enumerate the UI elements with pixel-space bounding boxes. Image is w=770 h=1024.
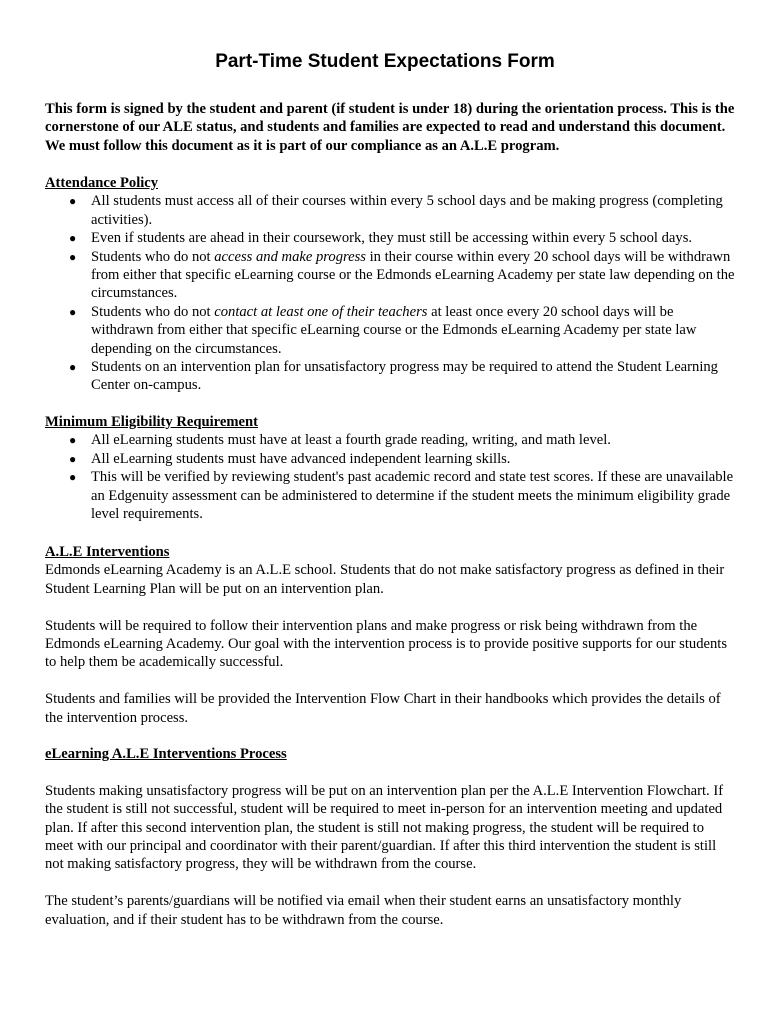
attendance-heading: Attendance Policy <box>45 175 159 191</box>
page-title: Part-Time Student Expectations Form <box>215 51 555 72</box>
list-item-text: All students must access all of their courses within every 5 school days and be making progress (completing activities). <box>91 193 723 228</box>
bullet-icon: ● <box>69 433 77 448</box>
list-item <box>45 450 735 468</box>
list-item <box>45 248 735 303</box>
list-item-text-emphasis: access and make progress <box>214 248 366 265</box>
bullet-icon: ● <box>69 470 77 485</box>
ale-paragraph-1: Edmonds eLearning Academy is an A.L.E school. Students that do not make satisfactory progress as defined in their Student Learning Plan will be put on an intervention plan. <box>45 562 725 597</box>
ale-paragraph-2: Students will be required to follow their intervention plans and make progress or risk being withdrawn from the Edmonds eLearning Academy. Our goal with the intervention process is to provide positive supports for our students to help them be academically successful. <box>45 617 727 671</box>
list-item-text: All eLearning students must have at least a fourth grade reading, writing, and math level. <box>91 432 611 449</box>
list-item <box>45 303 735 358</box>
list-item <box>45 192 735 229</box>
list-item-text-post: at least once every 20 school days will be withdrawn from either that specific eLearning course or the Edmonds eLearning Academy per state law depending on the circumstances. <box>91 303 697 357</box>
ale-interventions-section <box>45 543 735 727</box>
ale-paragraph-3: Students and families will be provided the Intervention Flow Chart in their handbooks which provides the details of the intervention process. <box>45 691 721 726</box>
process-paragraph-1: Students making unsatisfactory progress will be put on an intervention plan per the A.L.E Intervention Flowchart. If the student is still not successful, student will be required to meet in-person for an intervention meeting and updated plan. If after this second intervention plan, the student is still not making progress, the student will be required to meet with our principal and coordinator with their parent/guardian. If after this third intervention the student is still not making satisfactory progress, they will be withdrawn from the course. <box>45 782 724 873</box>
list-item <box>45 229 735 247</box>
ale-interventions-heading: A.L.E Interventions <box>45 544 170 560</box>
eligibility-heading: Minimum Eligibility Requirement <box>45 414 258 430</box>
attendance-section <box>45 174 735 395</box>
list-item-text: Even if students are ahead in their coursework, they must still be accessing within every 5 school days. <box>91 230 693 247</box>
bullet-icon: ● <box>69 360 77 375</box>
intro-paragraph: This form is signed by the student and parent (if student is under 18) during the orientation process. This is the cornerstone of our ALE status, and students and families are expected to read and understand this document. We must follow this document as it is part of our compliance as an A.L.E program. <box>45 101 735 154</box>
interventions-process-section <box>45 745 735 929</box>
list-item-text: Students on an intervention plan for unsatisfactory progress may be required to attend the Student Learning Center on-campus. <box>91 359 718 394</box>
bullet-icon: ● <box>69 304 77 319</box>
list-item <box>45 431 735 449</box>
list-item-text: All eLearning students must have advanced independent learning skills. <box>91 450 511 467</box>
list-item <box>45 358 735 395</box>
list-item-text-emphasis: contact at least one of their teachers <box>214 303 428 320</box>
process-paragraph-2: The student’s parents/guardians will be notified via email when their student earns an unsatisfactory monthly evaluation, and if their student has to be withdrawn from the course. <box>45 893 682 928</box>
attendance-list <box>45 192 735 394</box>
eligibility-section <box>45 413 735 523</box>
bullet-icon: ● <box>69 249 77 264</box>
list-item <box>45 468 735 523</box>
bullet-icon: ● <box>69 194 77 209</box>
eligibility-list <box>45 431 735 523</box>
list-item-text-pre: Students who do not <box>91 303 215 320</box>
list-item-text: This will be verified by reviewing student's past academic record and state test scores. If these are unavailable an Edgenuity assessment can be administered to determine if the student meets the minimum eligibility grade level requirements. <box>91 469 734 523</box>
list-item-text-post: in their course within every 20 school days will be withdrawn from either that specific eLearning course or the Edmonds eLearning Academy per state law depending on the circumstances. <box>91 248 735 302</box>
list-item-text-pre: Students who do not <box>91 248 215 265</box>
bullet-icon: ● <box>69 231 77 246</box>
interventions-process-heading: eLearning A.L.E Interventions Process <box>45 746 287 762</box>
bullet-icon: ● <box>69 451 77 466</box>
